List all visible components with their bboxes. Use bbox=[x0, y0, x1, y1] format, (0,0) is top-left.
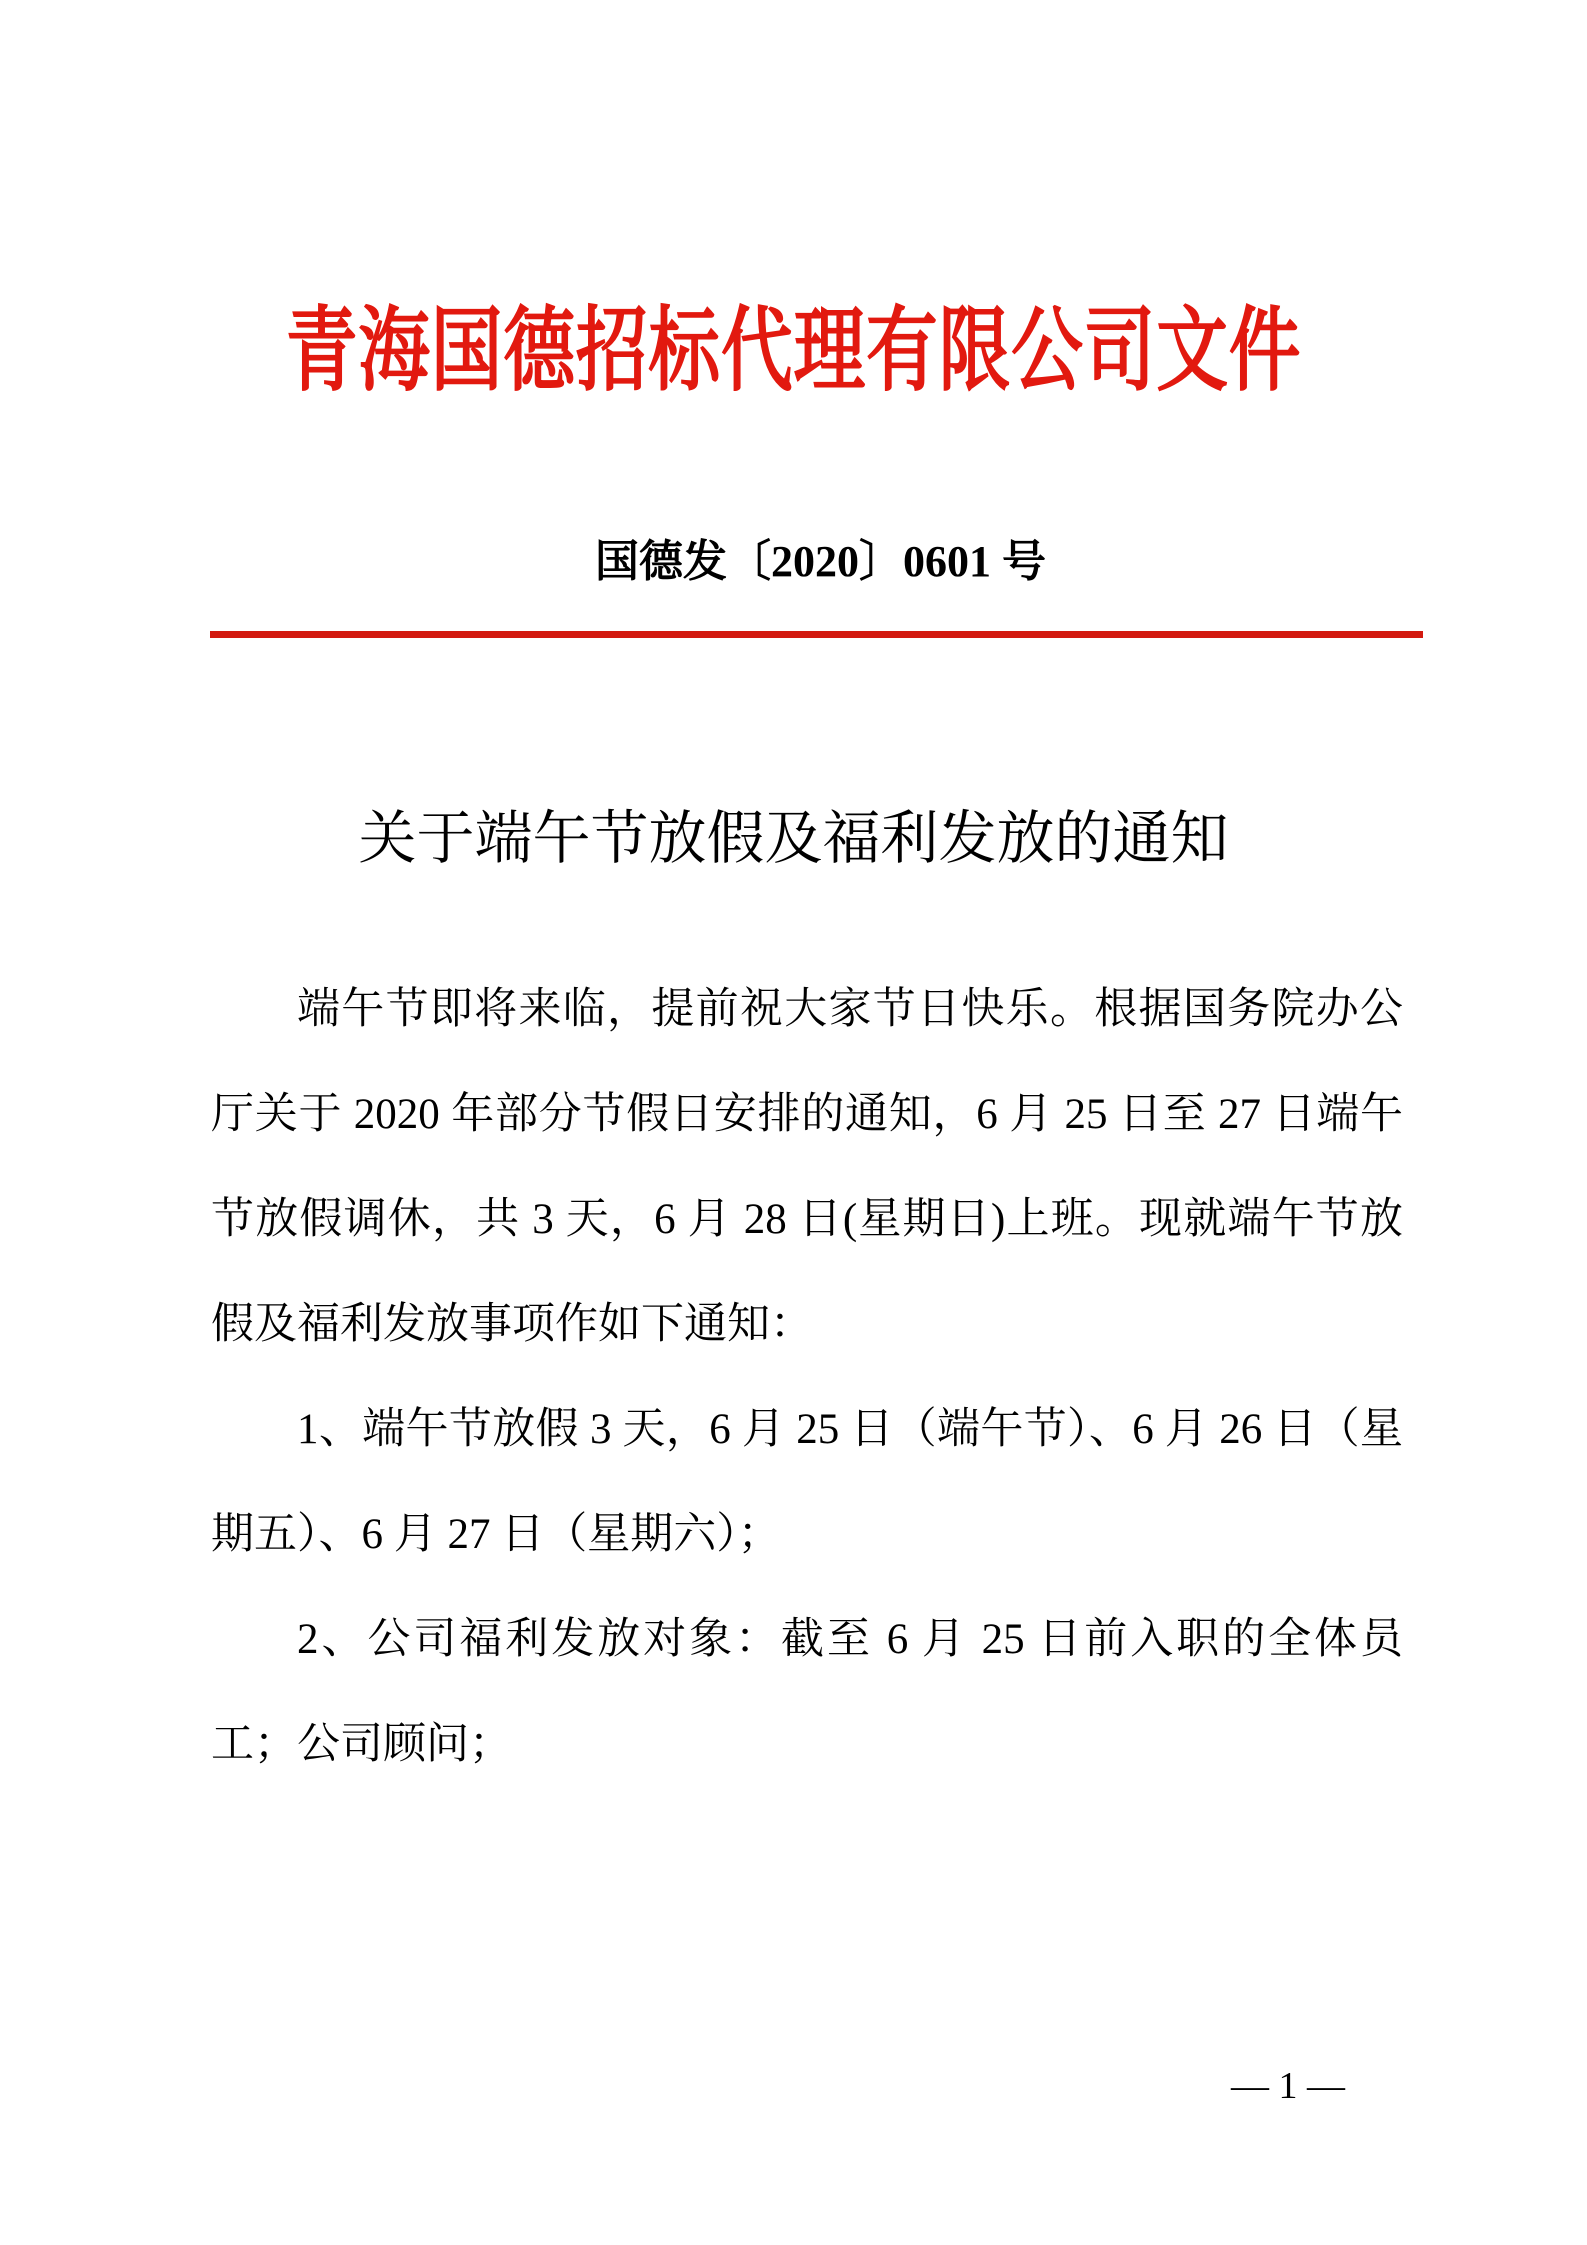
notice-paragraph-intro: 端午节即将来临，提前祝大家节日快乐。根据国务院办公厅关于 2020 年部分节假日安排的通知，6 月 25 日至 27 日端午节放假调休，共 3 天，6 月 28 日(星期日)上班。现就端午节放假及福利发放事项作如下通知： bbox=[211, 986, 1403, 1348]
document-reference-number: 国德发〔2020〕0601 号 bbox=[595, 537, 1046, 586]
notice-title: 关于端午节放假及福利发放的通知 bbox=[358, 806, 1229, 871]
notice-paragraph-item-1: 1、端午节放假 3 天，6 月 25 日（端午节）、6 月 26 日（星期五）、6 月 27 日（星期六）； bbox=[211, 1406, 1403, 1558]
page-number: — 1 — bbox=[1231, 2065, 1345, 2107]
notice-body bbox=[211, 957, 1403, 1797]
notice-paragraph-item-2: 2、公司福利发放对象：截至 6 月 25 日前入职的全体员工；公司顾问； bbox=[211, 1616, 1403, 1768]
letterhead-separator-rule bbox=[210, 631, 1423, 638]
letterhead-org-title: 青海国德招标代理有限公司文件 bbox=[285, 300, 1302, 402]
